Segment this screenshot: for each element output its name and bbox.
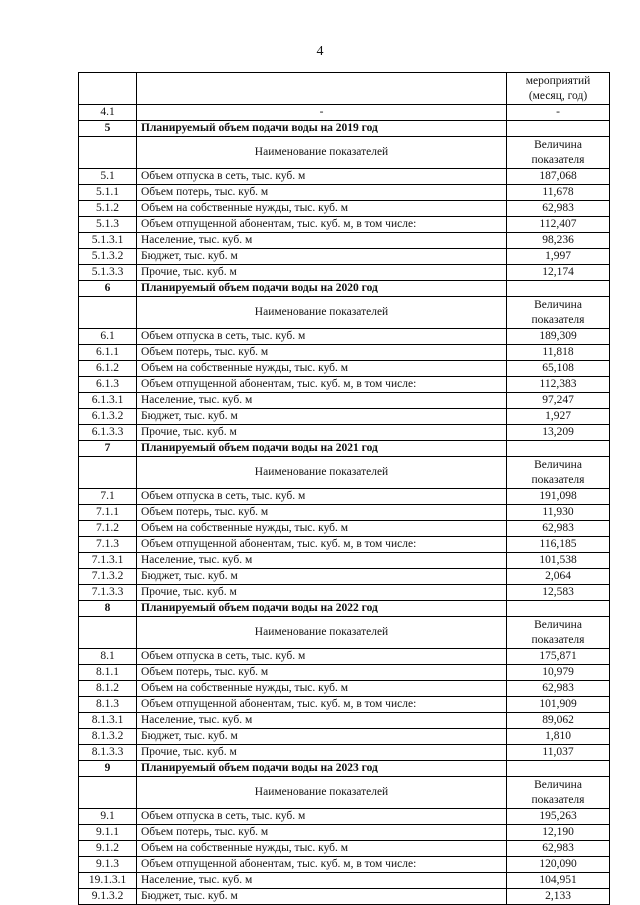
indicator-value-header: Величина показателя	[507, 137, 610, 169]
water-supply-table	[78, 72, 610, 905]
table-row	[79, 425, 610, 441]
column-header-row	[79, 457, 610, 489]
row-number: 9.1.3.2	[79, 889, 137, 905]
table-row	[79, 169, 610, 185]
row-value: 12,583	[507, 585, 610, 601]
row-name: Объем отпущенной абонентам, тыс. куб. м, в том числе:	[137, 697, 507, 713]
row-value: 189,309	[507, 329, 610, 345]
row-number: 8.1	[79, 649, 137, 665]
row-name: Объем отпуска в сеть, тыс. куб. м	[137, 169, 507, 185]
row-number: 8.1.1	[79, 665, 137, 681]
row-value: 11,818	[507, 345, 610, 361]
row-number: 5.1.3.3	[79, 265, 137, 281]
row-number: 8.1.3.3	[79, 745, 137, 761]
table-row	[79, 505, 610, 521]
table-row	[79, 841, 610, 857]
row-name: Прочие, тыс. куб. м	[137, 265, 507, 281]
row-name: Объем потерь, тыс. куб. м	[137, 505, 507, 521]
row-number: 7.1	[79, 489, 137, 505]
row-name: Объем отпуска в сеть, тыс. куб. м	[137, 329, 507, 345]
row-number: 6.1.3.2	[79, 409, 137, 425]
table-row	[79, 825, 610, 841]
indicator-value-header: Величина показателя	[507, 617, 610, 649]
row-number: 9.1.2	[79, 841, 137, 857]
table-cell	[507, 281, 610, 297]
row-number: 7.1.3.2	[79, 569, 137, 585]
row-value: 98,236	[507, 233, 610, 249]
row-value: 11,037	[507, 745, 610, 761]
section-title: Планируемый объем подачи воды на 2022 год	[137, 601, 507, 617]
row-number: 7.1.3	[79, 537, 137, 553]
table-cell	[507, 121, 610, 137]
row-name: Объем отпуска в сеть, тыс. куб. м	[137, 489, 507, 505]
row-value: 11,930	[507, 505, 610, 521]
page-number: 4	[316, 44, 324, 59]
row-value: 1,927	[507, 409, 610, 425]
table-row	[79, 73, 610, 105]
row-number: 6.1	[79, 329, 137, 345]
row-value: 187,068	[507, 169, 610, 185]
row-number: 7.1.3.3	[79, 585, 137, 601]
row-number: 9.1.1	[79, 825, 137, 841]
row-name: Население, тыс. куб. м	[137, 393, 507, 409]
table-row	[79, 249, 610, 265]
table-cell	[79, 457, 137, 489]
row-value: -	[507, 105, 610, 121]
row-name: Объем потерь, тыс. куб. м	[137, 665, 507, 681]
row-number: 8.1.3.2	[79, 729, 137, 745]
table-row	[79, 265, 610, 281]
row-name: Объем на собственные нужды, тыс. куб. м	[137, 841, 507, 857]
table-row	[79, 569, 610, 585]
row-number: 4.1	[79, 105, 137, 121]
row-value: 12,190	[507, 825, 610, 841]
table-cell	[507, 601, 610, 617]
table-row	[79, 217, 610, 233]
indicator-name-header: Наименование показателей	[137, 297, 507, 329]
table-row	[79, 537, 610, 553]
row-value: 112,407	[507, 217, 610, 233]
table-row	[79, 361, 610, 377]
table-row	[79, 329, 610, 345]
row-name: Бюджет, тыс. куб. м	[137, 569, 507, 585]
row-name: Население, тыс. куб. м	[137, 873, 507, 889]
row-name: Объем на собственные нужды, тыс. куб. м	[137, 521, 507, 537]
row-value: 195,263	[507, 809, 610, 825]
row-value: 11,678	[507, 185, 610, 201]
table-cell	[79, 297, 137, 329]
row-value: 101,538	[507, 553, 610, 569]
table-cell	[79, 777, 137, 809]
row-name: Население, тыс. куб. м	[137, 713, 507, 729]
row-value: 97,247	[507, 393, 610, 409]
row-name: Прочие, тыс. куб. м	[137, 745, 507, 761]
row-name: Объем отпущенной абонентам, тыс. куб. м, в том числе:	[137, 857, 507, 873]
row-number: 5.1.3.1	[79, 233, 137, 249]
row-number: 7.1.1	[79, 505, 137, 521]
section-title: Планируемый объем подачи воды на 2021 год	[137, 441, 507, 457]
row-name: Объем отпуска в сеть, тыс. куб. м	[137, 649, 507, 665]
row-name: Население, тыс. куб. м	[137, 553, 507, 569]
section-row	[79, 121, 610, 137]
section-row	[79, 441, 610, 457]
table-row	[79, 713, 610, 729]
table-row	[79, 665, 610, 681]
indicator-value-header: Величина показателя	[507, 777, 610, 809]
indicator-value-header: Величина показателя	[507, 297, 610, 329]
row-name: Бюджет, тыс. куб. м	[137, 249, 507, 265]
indicator-value-header: Величина показателя	[507, 457, 610, 489]
table-row	[79, 489, 610, 505]
section-number: 6	[79, 281, 137, 297]
row-number: 5.1.3	[79, 217, 137, 233]
row-name: Прочие, тыс. куб. м	[137, 425, 507, 441]
section-number: 7	[79, 441, 137, 457]
section-row	[79, 601, 610, 617]
row-value: 1,810	[507, 729, 610, 745]
table-cell	[507, 441, 610, 457]
row-name: Объем на собственные нужды, тыс. куб. м	[137, 201, 507, 217]
table-row	[79, 889, 610, 905]
table-row	[79, 553, 610, 569]
row-name: Объем потерь, тыс. куб. м	[137, 185, 507, 201]
table-row	[79, 681, 610, 697]
column-header-row	[79, 777, 610, 809]
table-row	[79, 233, 610, 249]
row-value: 2,064	[507, 569, 610, 585]
table-row	[79, 201, 610, 217]
table-row	[79, 729, 610, 745]
row-value: 65,108	[507, 361, 610, 377]
section-title: Планируемый объем подачи воды на 2023 год	[137, 761, 507, 777]
row-number: 5.1.3.2	[79, 249, 137, 265]
row-name: Население, тыс. куб. м	[137, 233, 507, 249]
row-value: 62,983	[507, 841, 610, 857]
row-name: Бюджет, тыс. куб. м	[137, 409, 507, 425]
table-row	[79, 809, 610, 825]
row-value: 1,997	[507, 249, 610, 265]
table-row	[79, 521, 610, 537]
row-name: Объем отпуска в сеть, тыс. куб. м	[137, 809, 507, 825]
table-row	[79, 745, 610, 761]
section-number: 9	[79, 761, 137, 777]
row-number: 9.1	[79, 809, 137, 825]
table-cell	[79, 617, 137, 649]
table-row	[79, 377, 610, 393]
row-value: 2,133	[507, 889, 610, 905]
row-value: 62,983	[507, 201, 610, 217]
row-value: 62,983	[507, 681, 610, 697]
row-number: 8.1.3.1	[79, 713, 137, 729]
row-name: Объем потерь, тыс. куб. м	[137, 825, 507, 841]
row-value: 12,174	[507, 265, 610, 281]
row-value: 13,209	[507, 425, 610, 441]
row-value: 104,951	[507, 873, 610, 889]
table-row	[79, 649, 610, 665]
row-number: 5.1	[79, 169, 137, 185]
row-value: 62,983	[507, 521, 610, 537]
table-row	[79, 105, 610, 121]
row-name: Объем на собственные нужды, тыс. куб. м	[137, 681, 507, 697]
section-title: Планируемый объем подачи воды на 2019 год	[137, 121, 507, 137]
row-name: Объем потерь, тыс. куб. м	[137, 345, 507, 361]
column-header-row	[79, 137, 610, 169]
row-number: 6.1.3.1	[79, 393, 137, 409]
row-name: -	[137, 105, 507, 121]
indicator-name-header: Наименование показателей	[137, 777, 507, 809]
table-row	[79, 345, 610, 361]
implementation-date-header: мероприятий (месяц, год)	[507, 73, 610, 105]
column-header-row	[79, 297, 610, 329]
row-number: 7.1.2	[79, 521, 137, 537]
row-name: Объем отпущенной абонентам, тыс. куб. м, в том числе:	[137, 537, 507, 553]
indicator-name-header: Наименование показателей	[137, 137, 507, 169]
row-value: 120,090	[507, 857, 610, 873]
row-number: 5.1.2	[79, 201, 137, 217]
table-cell	[507, 761, 610, 777]
section-title: Планируемый объем подачи воды на 2020 год	[137, 281, 507, 297]
section-number: 5	[79, 121, 137, 137]
table-row	[79, 585, 610, 601]
table-row	[79, 857, 610, 873]
table-row	[79, 185, 610, 201]
indicator-name-header: Наименование показателей	[137, 457, 507, 489]
table-cell	[137, 73, 507, 105]
row-number: 8.1.3	[79, 697, 137, 713]
row-value: 112,383	[507, 377, 610, 393]
row-name: Бюджет, тыс. куб. м	[137, 889, 507, 905]
table-body	[79, 73, 610, 905]
table-cell	[79, 73, 137, 105]
row-name: Объем на собственные нужды, тыс. куб. м	[137, 361, 507, 377]
row-name: Объем отпущенной абонентам, тыс. куб. м, в том числе:	[137, 217, 507, 233]
row-value: 101,909	[507, 697, 610, 713]
section-row	[79, 281, 610, 297]
row-number: 6.1.1	[79, 345, 137, 361]
row-name: Объем отпущенной абонентам, тыс. куб. м, в том числе:	[137, 377, 507, 393]
row-name: Бюджет, тыс. куб. м	[137, 729, 507, 745]
section-number: 8	[79, 601, 137, 617]
row-number: 19.1.3.1	[79, 873, 137, 889]
section-row	[79, 761, 610, 777]
table-row	[79, 409, 610, 425]
row-number: 5.1.1	[79, 185, 137, 201]
row-value: 116,185	[507, 537, 610, 553]
column-header-row	[79, 617, 610, 649]
row-number: 6.1.2	[79, 361, 137, 377]
row-number: 8.1.2	[79, 681, 137, 697]
row-value: 10,979	[507, 665, 610, 681]
table-row	[79, 393, 610, 409]
table-row	[79, 697, 610, 713]
indicator-name-header: Наименование показателей	[137, 617, 507, 649]
table-row	[79, 873, 610, 889]
row-number: 6.1.3	[79, 377, 137, 393]
table-cell	[79, 137, 137, 169]
row-number: 6.1.3.3	[79, 425, 137, 441]
row-value: 191,098	[507, 489, 610, 505]
row-value: 175,871	[507, 649, 610, 665]
row-value: 89,062	[507, 713, 610, 729]
row-number: 7.1.3.1	[79, 553, 137, 569]
row-name: Прочие, тыс. куб. м	[137, 585, 507, 601]
row-number: 9.1.3	[79, 857, 137, 873]
